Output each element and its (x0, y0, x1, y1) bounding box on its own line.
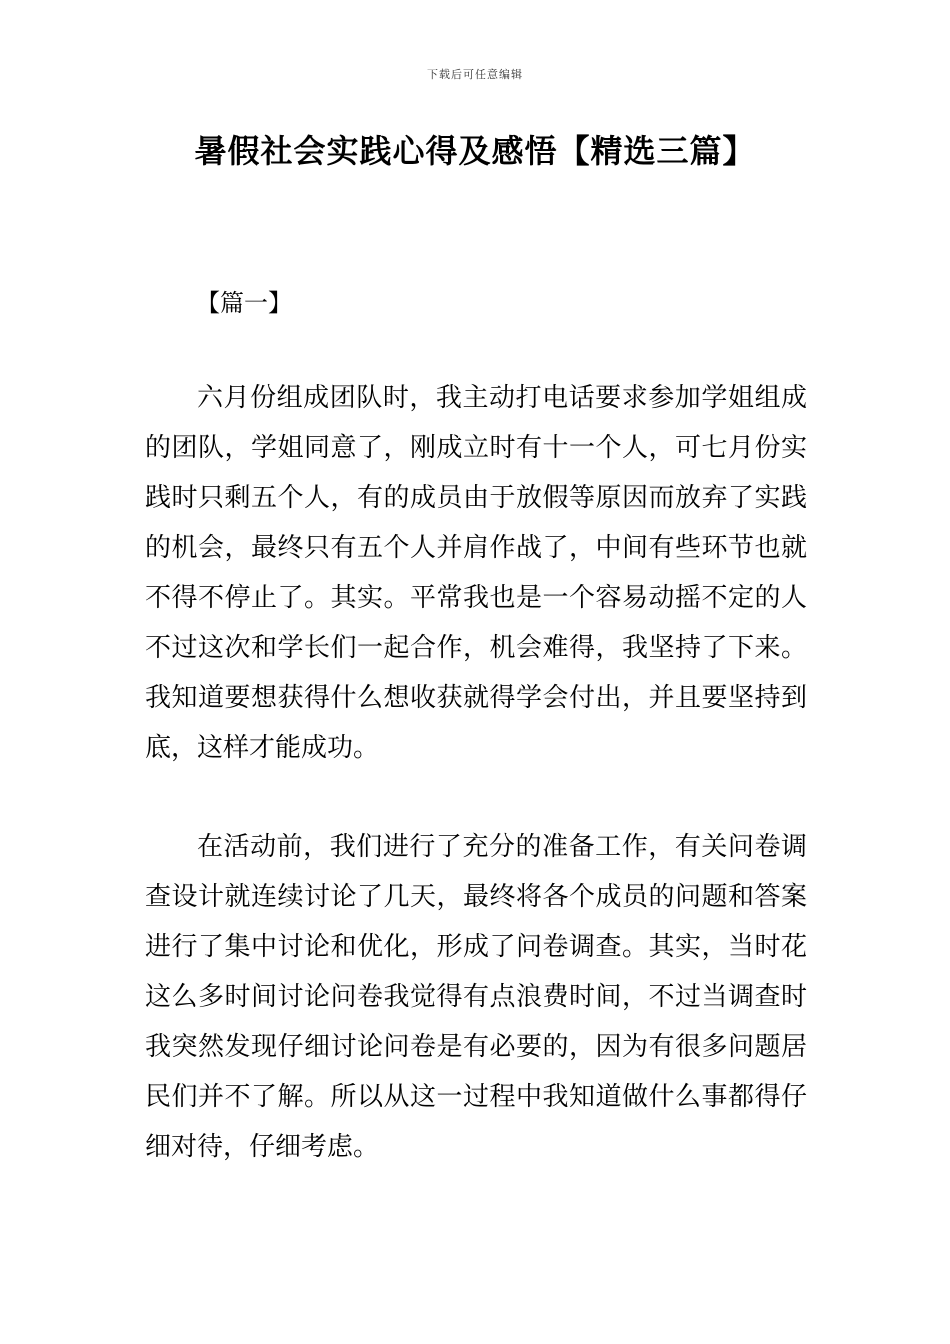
section-label: 【篇一】 (196, 289, 292, 317)
paragraph-1: 六月份组成团队时，我主动打电话要求参加学姐组成的团队，学姐同意了，刚成立时有十一个人，可七月份实践时只剩五个人，有的成员由于放假等原因而放弃了实践的机会，最终只有五个人并肩作战了，中间有些环节也就不得不停止了。其实。平常我也是一个容易动摇不定的人不过这次和学长们一起合作，机会难得，我坚持了下来。我知道要想获得什么想收获就得学会付出，并且要坚持到底，这样才能成功。 (145, 383, 807, 763)
header-note: 下载后可任意编辑 (427, 68, 523, 81)
paragraph-2: 在活动前，我们进行了充分的准备工作，有关问卷调查设计就连续讨论了几天，最终将各个成员的问题和答案进行了集中讨论和优化，形成了问卷调查。其实，当时花这么多时间讨论问卷我觉得有点浪费时间，不过当调查时我突然发现仔细讨论问卷是有必要的，因为有很多问题居民们并不了解。所以从这一过程中我知道做什么事都得仔细对待，仔细考虑。 (145, 832, 807, 1162)
document-title: 暑假社会实践心得及感悟【精选三篇】 (194, 132, 756, 170)
